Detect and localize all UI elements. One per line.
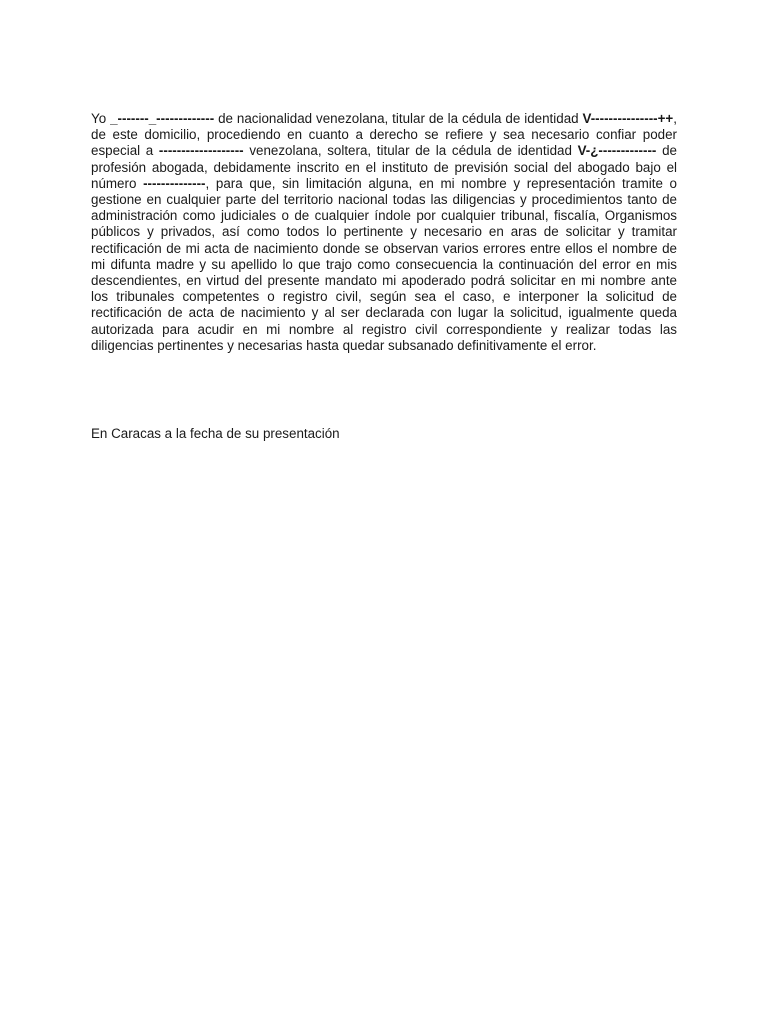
power-of-attorney-paragraph	[91, 111, 677, 354]
attorney-name-blank: -------------------	[158, 143, 244, 159]
text-segment: venezolana, soltera, titular de la cédula de identidad	[243, 143, 578, 159]
main-paragraph	[91, 111, 677, 354]
inpreabogado-number-blank: --------------	[143, 175, 206, 191]
grantor-id-blank: V---------------++	[582, 111, 674, 126]
text-segment: Yo	[91, 111, 111, 126]
text-segment: , para que, sin limitación alguna, en mi nombre y representación tramite o gestione en cualquier parte del territorio nacional todas las diligencias y procedimientos tanto de administración como judiciales o de cualquier índole por cualquier tribunal, fiscalía, Organismos públicos y privados, así como todos lo pertinente y necesario en aras de solicitar y tramitar rectificación de mi acta de nacimiento donde se observan varios errores entre ellos el nombre de mi difunta madre y su apellido lo que trajo como consecuencia la continuación del error en mis descendientes, en virtud del presente mandato mi apoderado podrá solicitar en mi nombre ante los tribunales competentes o registro civil, según sea el caso, e interponer la solicitud de rectificación de acta de nacimiento y al ser declarada con lugar la solicitud, igualmente queda autorizada para acudir en mi nombre al registro civil correspondiente y realizar todas las diligencias pertinentes y necesarias hasta quedar subsanado definitivamente el error.	[91, 175, 678, 353]
attorney-id-blank: V-¿-------------	[577, 143, 657, 159]
grantor-name-blank: _-------_-------------	[110, 111, 215, 126]
text-segment: de nacionalidad venezolana, titular de la cédula de identidad	[214, 111, 583, 126]
text-segment: , de este domicilio, procediendo en cuanto a derecho se refiere y sea necesario confiar poder especial a	[91, 111, 677, 159]
text-segment: de profesión abogada, debidamente inscrito en el instituto de previsión social del abogado bajo el número	[91, 143, 677, 191]
closing-line: En Caracas a la fecha de su presentación	[91, 426, 340, 441]
